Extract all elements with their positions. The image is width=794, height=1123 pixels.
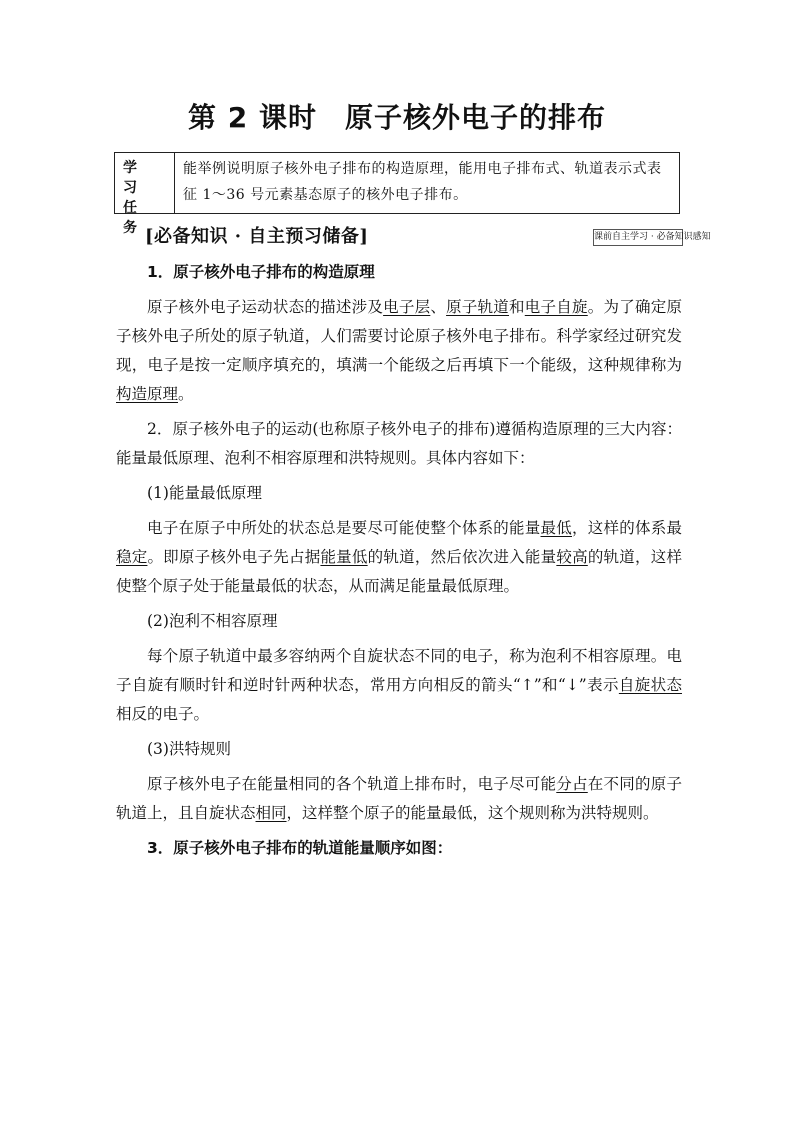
heading-1: 1．原子核外电子排布的构造原理 — [147, 263, 375, 281]
paragraph-4: 每个原子轨道中最多容纳两个自旋状态不同的电子，称为泡利不相容原理。电子自旋有顺时针和逆时针两种状态，常用方向相反的箭头“↑”和“↓”表示自旋状态相反的电子。 — [116, 647, 682, 723]
paragraph-3: 电子在原子中所处的状态总是要尽可能使整个体系的能量最低，这样的体系最稳定。即原子核外电子先占据能量低的轨道，然后依次进入能量较高的轨道，这样使整个原子处于能量最低的状态，从而满足能量最低原理。 — [116, 519, 682, 595]
subheading-1: (1)能量最低原理 — [147, 484, 262, 502]
section-heading: [必备知识 · 自主预习储备] — [145, 226, 369, 247]
heading-3: 3．原子核外电子排布的轨道能量顺序如图： — [147, 839, 453, 857]
learning-task-label: 学 习 任 务 — [115, 153, 175, 213]
section-tag: 课前自主学习 · 必备知识感知 — [593, 229, 683, 246]
lesson-topic: 原子核外电子的排布 — [344, 101, 606, 134]
learning-task-text: 能举例说明原子核外电子排布的构造原理，能用电子排布式、轨道表示式表征 1～36 号元素基态原子的核外电子排布。 — [183, 161, 662, 203]
paragraph-5: 原子核外电子在能量相同的各个轨道上排布时，电子尽可能分占在不同的原子轨道上，且自旋状态相同，这样整个原子的能量最低，这个规则称为洪特规则。 — [116, 775, 682, 822]
subheading-2: (2)泡利不相容原理 — [147, 612, 278, 630]
lesson-number: 第 2 课时 — [188, 101, 317, 134]
page-title — [0, 96, 794, 136]
main-content — [116, 258, 682, 863]
subheading-3: (3)洪特规则 — [147, 740, 231, 758]
learning-task-box — [114, 152, 680, 236]
paragraph-1: 原子核外电子运动状态的描述涉及电子层、原子轨道和电子自旋。为了确定原子核外电子所处的原子轨道，人们需要讨论原子核外电子排布。科学家经过研究发现，电子是按一定顺序填充的，填满一个能级之后再填下一个能级，这种规律称为构造原理。 — [116, 298, 682, 403]
paragraph-2: 2．原子核外电子的运动(也称原子核外电子的排布)遵循构造原理的三大内容：能量最低原理、泡利不相容原理和洪特规则。具体内容如下： — [116, 420, 682, 467]
